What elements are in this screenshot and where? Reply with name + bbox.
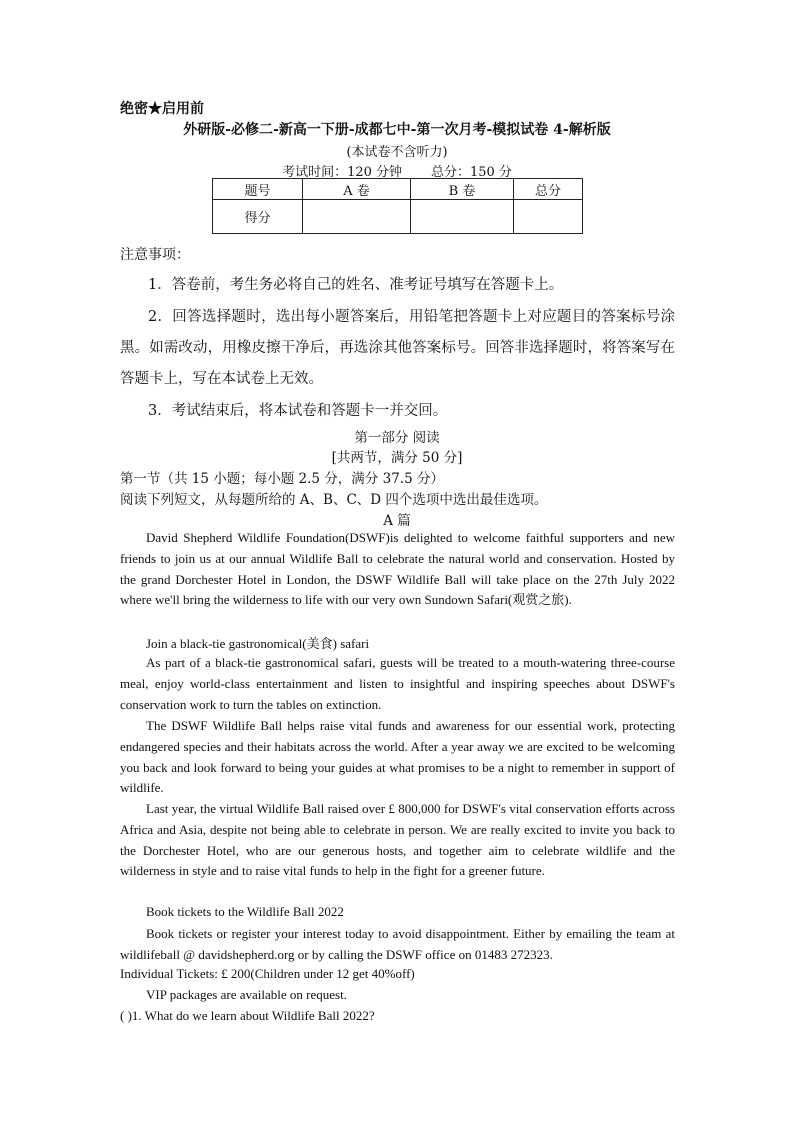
score-cell-b[interactable] xyxy=(411,200,514,234)
passage-heading: Join a black-tie gastronomical(美食) safari xyxy=(146,636,370,651)
exam-subtitle: (本试卷不含听力) xyxy=(346,145,448,160)
passage-paragraph: The DSWF Wildlife Ball helps raise vital funds and awareness for our essential work, protecting endangered species and their habitats across the world. After a year away we are excited to be welcoming you back and look forward to being your guides at what promises to be a night to remember in support of wildlife. xyxy=(120,718,675,796)
exam-time: 考试时间：120 分钟 xyxy=(282,165,403,180)
score-row-label: 得分 xyxy=(213,200,303,234)
notes-title: 注意事项： xyxy=(120,247,190,263)
part-subtitle: [共两节，满分 50 分] xyxy=(331,450,463,466)
passage-paragraph: As part of a black-tie gastronomical safari, guests will be treated to a mouth-watering three-course meal, enjoy world-class entertainment and listen to insightful and inspiring speeches about DSWF's conservation work to turn the tables on extinction. xyxy=(120,655,675,712)
note-item-3: 3．考试结束后，将本试卷和答题卡一并交回。 xyxy=(148,403,448,419)
section-title: 第一节（共 15 小题；每小题 2.5 分，满分 37.5 分） xyxy=(120,471,444,487)
passage-heading: Book tickets to the Wildlife Ball 2022 xyxy=(146,904,344,919)
score-table-header: B 卷 xyxy=(411,179,514,200)
passage-paragraph: Book tickets or register your interest today to avoid disappointment. Either by emailing the team at wildlifeball @ davidshepherd.org or by calling the DSWF office on 01483 272323. xyxy=(120,926,675,962)
ticket-price: Individual Tickets: £ 200(Children under 12 get 40%off) xyxy=(120,966,415,981)
question-1: ( )1. What do we learn about Wildlife Ball 2022? xyxy=(120,1008,375,1023)
score-table-header: 题号 xyxy=(213,179,303,200)
score-table-header-row xyxy=(213,179,583,200)
vip-info: VIP packages are available on request. xyxy=(146,987,347,1002)
passage-paragraph: Last year, the virtual Wildlife Ball raised over £ 800,000 for DSWF's vital conservation efforts across Africa and Asia, despite not being able to celebrate in person. We are really excited to invite you back to the Dorchester Hotel, who are our generous hosts, and together aim to celebrate wildlife and the wilderness in style and to raise vital funds to help in the fight for a greener future. xyxy=(120,801,675,879)
passage-paragraph: David Shepherd Wildlife Foundation(DSWF)is delighted to welcome faithful supporters and new friends to join us at our annual Wildlife Ball to celebrate the natural world and conservation. Hosted by the grand Dorchester Hotel in London, the DSWF Wildlife Ball will take place on the 27th July 2022 where we'll bring the wilderness to life with our very own Sundown Safari(观赏之旅). xyxy=(120,530,675,608)
exam-total-score: 总分：150 分 xyxy=(430,165,512,180)
score-table-row xyxy=(213,200,583,234)
score-table-header: 总分 xyxy=(514,179,583,200)
score-cell-total[interactable] xyxy=(514,200,583,234)
confidential-mark: 绝密★启用前 xyxy=(120,101,204,117)
score-table-header: A 卷 xyxy=(303,179,411,200)
score-cell-a[interactable] xyxy=(303,200,411,234)
section-instruction: 阅读下列短文，从每题所给的 A、B、C、D 四个选项中选出最佳选项。 xyxy=(120,492,548,508)
passage-label: A 篇 xyxy=(383,513,411,529)
note-item-2: 2．回答选择题时，选出每小题答案后，用铅笔把答题卡上对应题目的答案标号涂黑。如需改动，用橡皮擦干净后，再选涂其他答案标号。回答非选择题时，将答案写在答题卡上，写在本试卷上无效。 xyxy=(120,309,675,387)
score-table xyxy=(212,178,583,234)
note-item-1: 1．答卷前，考生务必将自己的姓名、准考证号填写在答题卡上。 xyxy=(148,277,564,293)
part-title: 第一部分 阅读 xyxy=(354,430,440,446)
exam-title: 外研版-必修二-新高一下册-成都七中-第一次月考-模拟试卷 4-解析版 xyxy=(183,122,611,138)
